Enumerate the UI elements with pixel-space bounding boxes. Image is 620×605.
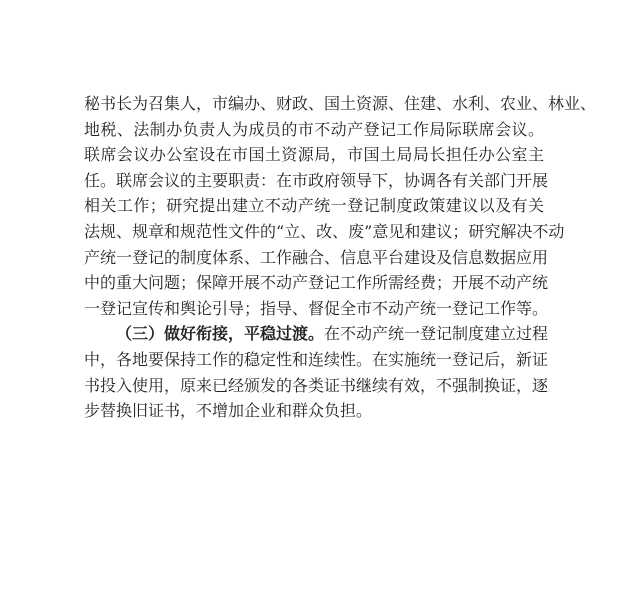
paragraph-2-line: 中，各地要保持工作的稳定性和连续性。在实施统一登记后，新证 xyxy=(84,349,549,369)
paragraph-2 xyxy=(84,321,549,423)
paragraph-1-line: 地税、法制办负责人为成员的市不动产登记工作局际联席会议。 xyxy=(84,119,544,139)
paragraph-2-line: 步替换旧证书，不增加企业和群众负担。 xyxy=(84,401,373,421)
paragraph-2-line: 书投入使用，原来已经颁发的各类证书继续有效，不强制换证，逐 xyxy=(84,375,549,395)
paragraph-1-line: 法规、规章和规范性文件的“立、改、废”意见和建议；研究解决不动 xyxy=(84,221,565,241)
paragraph-2-first-line xyxy=(84,321,549,347)
paragraph-1-line: 中的重大问题；保障开展不动产登记工作所需经费；开展不动产统 xyxy=(84,273,549,293)
paragraph-1-line: 相关工作；研究提出建立不动产统一登记制度政策建议以及有关 xyxy=(84,196,544,216)
paragraph-1-line: 一登记宣传和舆论引导；指导、督促全市不动产统一登记工作等。 xyxy=(84,298,549,318)
paragraph-2-first-line-text: 在不动产统一登记制度建立过程 xyxy=(324,324,549,344)
section-heading: （三）做好衔接，平稳过渡。 xyxy=(116,324,325,344)
document-body xyxy=(84,91,597,424)
paragraph-1-line: 产统一登记的制度体系、工作融合、信息平台建设及信息数据应用 xyxy=(84,247,549,267)
paragraph-1-line: 联席会议办公室设在市国土资源局，市国土局局长担任办公室主 xyxy=(84,145,544,165)
paragraph-1 xyxy=(84,91,597,321)
paragraph-1-line: 任。联席会议的主要职责：在市政府领导下，协调各有关部门开展 xyxy=(84,170,549,190)
paragraph-1-line: 秘书长为召集人，市编办、财政、国土资源、住建、水利、农业、林业、 xyxy=(84,94,597,113)
